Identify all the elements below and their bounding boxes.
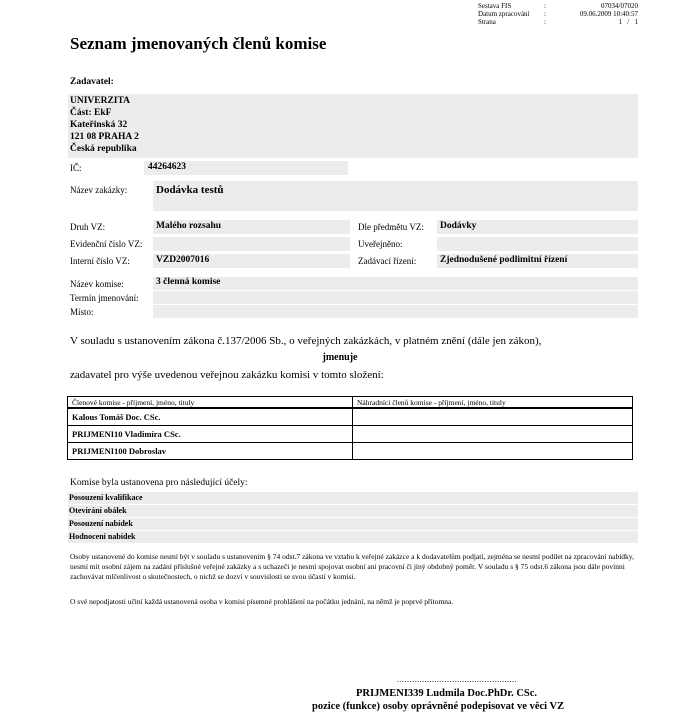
table-row (68, 408, 633, 426)
members-header: Členové komise - příjmení, jméno, tituly (68, 397, 353, 409)
members-table-wrap (67, 396, 633, 460)
intro-line-1: V souladu s ustanovením zákona č.137/2006 Sb., o veřejných zakázkách, v platném znění (dále jen zákon), (70, 335, 542, 347)
substitutes-header: Náhradníci členů komise - příjmení, jméno, tituly (353, 397, 633, 409)
purpose-item: Posouzení nabídek (68, 518, 638, 530)
nazev-komise-field (153, 277, 638, 290)
purposes-intro: Komise byla ustanovena pro následující účely: (70, 478, 248, 488)
meta-label: Datum zpracování (478, 10, 530, 18)
meta-row (478, 2, 638, 10)
notes-paragraph-1: Osoby ustanovené do komise nesmí být v souladu s ustanovením § 74 odst.7 zákona ve vztahu k veřejné zakázce a k dodavatelům podjatí, zejména se nesmí podílet na zpracování nabídky, nesmí mít osobní zájem na zadání příslušné veřejné zakázky a s uchazeči je nesmí spojovat osobní ani pracovní či jiný obdobný poměr. V souladu s § 75 odst.6 zákona jsou dále povinni zachovávat mlčenlivost o skutečnostech, o nichž se dozví v souvislosti se svou účastí v komisi. (70, 552, 634, 581)
zadavaci-rizeni-field (437, 254, 638, 268)
druh-vz-field (153, 220, 350, 234)
zadavatel-line: Kateřinská 32 (70, 120, 128, 130)
report-meta (478, 2, 638, 26)
dle-predmetu-value: Dodávky (440, 221, 477, 231)
purpose-item: Posouzení kvalifikace (68, 492, 638, 504)
meta-value: 09.06.2009 10:40:57 (579, 10, 638, 18)
zadavatel-line: Část: EkF (70, 108, 112, 118)
zadavatel-line: Česká republika (70, 144, 137, 154)
meta-row (478, 18, 638, 26)
zadavatel-block (68, 94, 638, 158)
meta-colon: : (544, 18, 546, 26)
uverejneno-label: Uveřejněno: (358, 239, 403, 249)
intro-line-2: zadavatel pro výše uvedenou veřejnou zakázku komisi v tomto složení: (70, 369, 384, 381)
signature-role: pozice (funkce) osoby oprávněné podepisovat ve věci VZ (312, 701, 565, 712)
druh-vz-label: Druh VZ: (70, 222, 106, 232)
zadavatel-line: UNIVERZITA (70, 96, 131, 106)
zadavatel-line: 121 08 PRAHA 2 (70, 132, 139, 142)
signature-dots: ................................................ (397, 675, 517, 684)
misto-field (153, 305, 638, 318)
member-cell: PRIJMENI100 Dobroslav (68, 443, 353, 460)
interni-cislo-value: VZD2007016 (156, 255, 210, 265)
member-cell: PRIJMENI10 Vladimíra CSc. (68, 426, 353, 443)
meta-value: 07034/07020 (601, 2, 638, 10)
substitute-cell (353, 408, 633, 426)
table-row (68, 426, 633, 443)
zadavatel-label: Zadavatel: (70, 77, 114, 87)
evidencni-cislo-label: Evidenční číslo VZ: (70, 239, 143, 249)
zadavaci-rizeni-value: Zjednodušené podlimitní řízení (440, 255, 568, 265)
nazev-zakazky-value: Dodávka testů (156, 184, 224, 196)
dle-predmetu-field (437, 220, 638, 234)
evidencni-cislo-field (153, 237, 350, 251)
meta-colon: : (544, 2, 546, 10)
substitute-cell (353, 426, 633, 443)
ic-label: IČ: (70, 163, 82, 173)
signature-name: PRIJMENI339 Ludmila Doc.PhDr. CSc. (356, 688, 538, 699)
intro-jmenuje: jmenuje (322, 352, 358, 363)
purpose-item: Otevírání obálek (68, 505, 638, 517)
zadavaci-rizeni-label: Zadávací řízení: (358, 256, 417, 266)
purposes-list (68, 492, 638, 543)
meta-row (478, 10, 638, 18)
meta-label: Sestava FIS (478, 2, 512, 10)
meta-colon: : (544, 10, 546, 18)
table-row (68, 443, 633, 460)
notes-paragraph-2: O své nepodjatosti učiní každá ustanovená osoba v komisi písemné prohlášení na počátku jednání, na němž je poprvé přítomna. (70, 597, 454, 606)
ic-field (144, 161, 348, 175)
termin-jmenovani-label: Termín jmenování: (70, 293, 139, 303)
page-title: Seznam jmenovaných členů komise (70, 34, 327, 53)
substitute-cell (353, 443, 633, 460)
nazev-zakazky-field (153, 181, 638, 211)
meta-label: Strana (478, 18, 496, 26)
uverejneno-field (437, 237, 638, 251)
nazev-zakazky-label: Název zakázky: (70, 185, 128, 195)
interni-cislo-label: Interní číslo VZ: (70, 256, 130, 266)
ic-value: 44264623 (148, 162, 186, 172)
purpose-item: Hodnocení nabídek (68, 531, 638, 543)
nazev-komise-value: 3 členná komise (156, 277, 221, 287)
termin-jmenovani-field (153, 291, 638, 304)
misto-label: Místo: (70, 307, 94, 317)
interni-cislo-field (153, 254, 350, 268)
dle-predmetu-label: Dle předmětu VZ: (358, 222, 424, 232)
table-header-row (68, 397, 633, 409)
meta-value: 1 / 1 (618, 18, 638, 26)
member-cell: Kalous Tomáš Doc. CSc. (68, 408, 353, 426)
nazev-komise-label: Název komise: (70, 279, 124, 289)
members-table (67, 396, 633, 460)
druh-vz-value: Malého rozsahu (156, 221, 222, 231)
